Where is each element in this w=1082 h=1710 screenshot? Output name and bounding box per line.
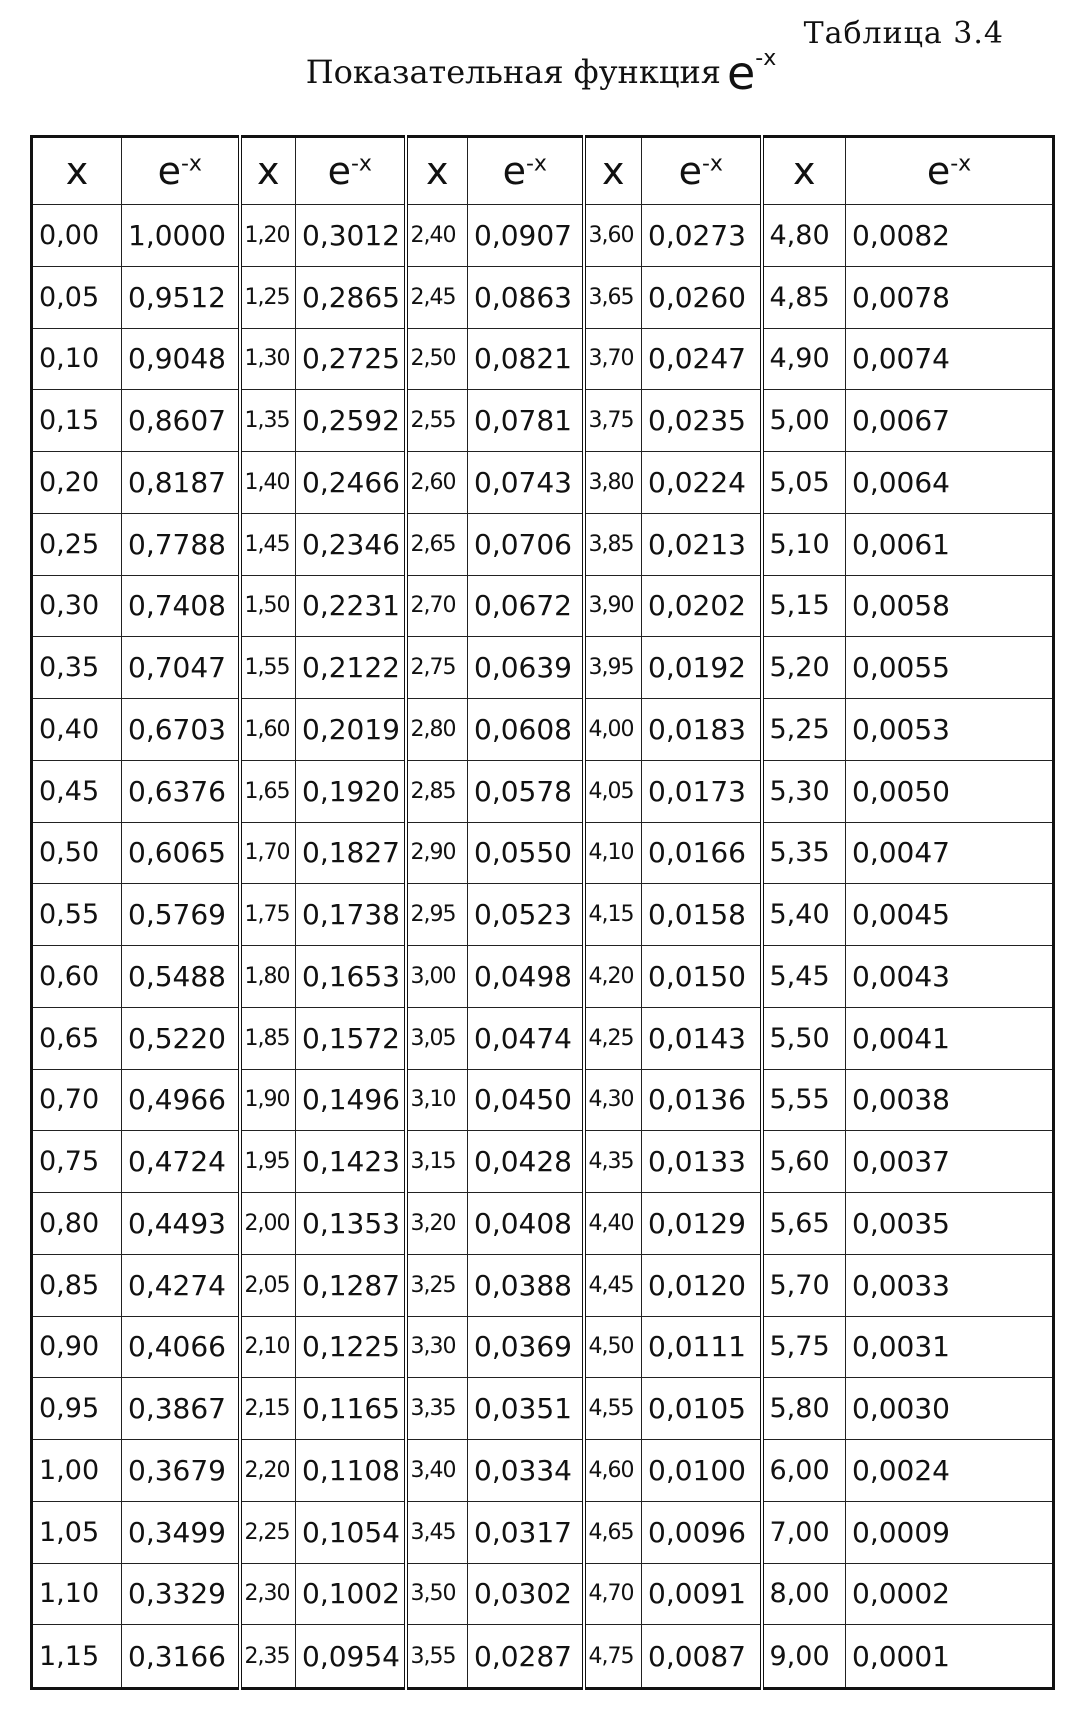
cell-x: 1,95 xyxy=(240,1131,296,1193)
cell-x: 0,05 xyxy=(32,266,122,328)
cell-x: 2,65 xyxy=(406,513,468,575)
cell-x: 3,55 xyxy=(406,1625,468,1689)
cell-exp-value: 0,0105 xyxy=(642,1378,762,1440)
cell-x: 5,00 xyxy=(762,390,846,452)
cell-exp-value: 0,1827 xyxy=(296,822,406,884)
cell-exp-value: 0,0024 xyxy=(846,1440,1054,1502)
cell-exp-value: 0,6065 xyxy=(122,822,240,884)
table-row xyxy=(32,1254,1054,1316)
cell-exp-value: 0,1920 xyxy=(296,760,406,822)
table-row xyxy=(32,390,1054,452)
cell-x: 4,40 xyxy=(584,1193,642,1255)
cell-exp-value: 0,0096 xyxy=(642,1501,762,1563)
cell-x: 3,95 xyxy=(584,637,642,699)
cell-exp-value: 0,5769 xyxy=(122,884,240,946)
title-text: Показательная функция xyxy=(305,53,721,91)
cell-exp-value: 0,0129 xyxy=(642,1193,762,1255)
cell-exp-value: 0,1653 xyxy=(296,946,406,1008)
cell-x: 2,85 xyxy=(406,760,468,822)
cell-x: 0,65 xyxy=(32,1007,122,1069)
cell-x: 4,70 xyxy=(584,1563,642,1625)
cell-x: 3,65 xyxy=(584,266,642,328)
table-row xyxy=(32,328,1054,390)
exponential-function-table xyxy=(30,135,1055,1690)
cell-exp-value: 0,4066 xyxy=(122,1316,240,1378)
cell-x: 4,50 xyxy=(584,1316,642,1378)
cell-x: 2,05 xyxy=(240,1254,296,1316)
cell-x: 2,95 xyxy=(406,884,468,946)
cell-x: 1,45 xyxy=(240,513,296,575)
header-exp-5 xyxy=(846,137,1054,205)
cell-exp-value: 0,1002 xyxy=(296,1563,406,1625)
header-exp-power: -x xyxy=(350,151,372,177)
cell-x: 2,20 xyxy=(240,1440,296,1502)
cell-x: 3,30 xyxy=(406,1316,468,1378)
cell-exp-value: 0,1225 xyxy=(296,1316,406,1378)
table-row xyxy=(32,1501,1054,1563)
cell-x: 5,20 xyxy=(762,637,846,699)
cell-x: 2,45 xyxy=(406,266,468,328)
cell-exp-value: 0,0907 xyxy=(468,205,584,267)
cell-x: 2,40 xyxy=(406,205,468,267)
cell-exp-value: 0,0428 xyxy=(468,1131,584,1193)
cell-x: 4,30 xyxy=(584,1069,642,1131)
cell-x: 4,75 xyxy=(584,1625,642,1689)
table-row xyxy=(32,1625,1054,1689)
cell-exp-value: 0,0450 xyxy=(468,1069,584,1131)
cell-exp-value: 0,0111 xyxy=(642,1316,762,1378)
cell-x: 5,10 xyxy=(762,513,846,575)
cell-exp-value: 0,0050 xyxy=(846,760,1054,822)
cell-exp-value: 0,0082 xyxy=(846,205,1054,267)
table-row xyxy=(32,575,1054,637)
cell-x: 2,10 xyxy=(240,1316,296,1378)
table-row xyxy=(32,822,1054,884)
cell-exp-value: 0,0781 xyxy=(468,390,584,452)
cell-x: 0,20 xyxy=(32,452,122,514)
cell-exp-value: 0,0002 xyxy=(846,1563,1054,1625)
cell-x: 2,90 xyxy=(406,822,468,884)
cell-x: 3,00 xyxy=(406,946,468,1008)
cell-exp-value: 0,1738 xyxy=(296,884,406,946)
page-title xyxy=(0,40,1082,100)
cell-exp-value: 0,4966 xyxy=(122,1069,240,1131)
cell-x: 2,55 xyxy=(406,390,468,452)
cell-x: 4,85 xyxy=(762,266,846,328)
cell-exp-value: 0,0058 xyxy=(846,575,1054,637)
cell-exp-value: 0,0053 xyxy=(846,699,1054,761)
cell-exp-value: 0,0045 xyxy=(846,884,1054,946)
cell-x: 4,80 xyxy=(762,205,846,267)
cell-x: 1,50 xyxy=(240,575,296,637)
header-x-1: x xyxy=(32,137,122,205)
title-symbol: e xyxy=(726,46,756,100)
cell-exp-value: 0,7047 xyxy=(122,637,240,699)
cell-x: 3,35 xyxy=(406,1378,468,1440)
cell-x: 1,05 xyxy=(32,1501,122,1563)
cell-exp-value: 0,2466 xyxy=(296,452,406,514)
cell-exp-value: 0,4724 xyxy=(122,1131,240,1193)
cell-exp-value: 0,1496 xyxy=(296,1069,406,1131)
cell-exp-value: 0,0639 xyxy=(468,637,584,699)
cell-x: 1,65 xyxy=(240,760,296,822)
table-row xyxy=(32,1440,1054,1502)
header-exp-power: -x xyxy=(525,151,547,177)
cell-x: 5,60 xyxy=(762,1131,846,1193)
cell-exp-value: 1,0000 xyxy=(122,205,240,267)
cell-exp-value: 0,0150 xyxy=(642,946,762,1008)
cell-x: 1,55 xyxy=(240,637,296,699)
cell-x: 4,55 xyxy=(584,1378,642,1440)
cell-x: 5,55 xyxy=(762,1069,846,1131)
cell-exp-value: 0,1165 xyxy=(296,1378,406,1440)
table-row xyxy=(32,205,1054,267)
cell-exp-value: 0,0317 xyxy=(468,1501,584,1563)
cell-x: 0,70 xyxy=(32,1069,122,1131)
header-exp-4 xyxy=(642,137,762,205)
cell-exp-value: 0,3329 xyxy=(122,1563,240,1625)
cell-x: 1,20 xyxy=(240,205,296,267)
header-x-2: x xyxy=(240,137,296,205)
cell-x: 2,25 xyxy=(240,1501,296,1563)
cell-exp-value: 0,0166 xyxy=(642,822,762,884)
cell-exp-value: 0,0369 xyxy=(468,1316,584,1378)
cell-x: 5,70 xyxy=(762,1254,846,1316)
cell-x: 0,85 xyxy=(32,1254,122,1316)
cell-x: 5,80 xyxy=(762,1378,846,1440)
cell-exp-value: 0,3166 xyxy=(122,1625,240,1689)
title-exponent: -x xyxy=(755,45,777,71)
cell-x: 0,45 xyxy=(32,760,122,822)
cell-exp-value: 0,0408 xyxy=(468,1193,584,1255)
cell-exp-value: 0,0061 xyxy=(846,513,1054,575)
cell-x: 3,40 xyxy=(406,1440,468,1502)
cell-x: 1,10 xyxy=(32,1563,122,1625)
cell-exp-value: 0,0047 xyxy=(846,822,1054,884)
cell-exp-value: 0,6703 xyxy=(122,699,240,761)
header-exp-base: e xyxy=(678,149,702,193)
header-exp-power: -x xyxy=(701,151,723,177)
cell-x: 3,60 xyxy=(584,205,642,267)
table-row xyxy=(32,699,1054,761)
cell-exp-value: 0,0706 xyxy=(468,513,584,575)
cell-exp-value: 0,3012 xyxy=(296,205,406,267)
cell-x: 1,40 xyxy=(240,452,296,514)
cell-exp-value: 0,0067 xyxy=(846,390,1054,452)
cell-exp-value: 0,5488 xyxy=(122,946,240,1008)
cell-exp-value: 0,0091 xyxy=(642,1563,762,1625)
header-x-4: x xyxy=(584,137,642,205)
header-exp-base: e xyxy=(502,149,526,193)
cell-x: 5,65 xyxy=(762,1193,846,1255)
cell-x: 1,70 xyxy=(240,822,296,884)
cell-x: 1,80 xyxy=(240,946,296,1008)
table-row xyxy=(32,1131,1054,1193)
cell-x: 0,75 xyxy=(32,1131,122,1193)
cell-exp-value: 0,0351 xyxy=(468,1378,584,1440)
cell-x: 4,15 xyxy=(584,884,642,946)
header-exp-base: e xyxy=(926,149,951,193)
cell-exp-value: 0,4274 xyxy=(122,1254,240,1316)
cell-x: 3,80 xyxy=(584,452,642,514)
cell-x: 5,50 xyxy=(762,1007,846,1069)
cell-x: 1,25 xyxy=(240,266,296,328)
cell-exp-value: 0,0202 xyxy=(642,575,762,637)
cell-exp-value: 0,9512 xyxy=(122,266,240,328)
cell-exp-value: 0,0954 xyxy=(296,1625,406,1689)
cell-x: 5,25 xyxy=(762,699,846,761)
cell-x: 0,95 xyxy=(32,1378,122,1440)
cell-exp-value: 0,0133 xyxy=(642,1131,762,1193)
cell-exp-value: 0,0043 xyxy=(846,946,1054,1008)
cell-exp-value: 0,0074 xyxy=(846,328,1054,390)
cell-exp-value: 0,1353 xyxy=(296,1193,406,1255)
cell-exp-value: 0,0821 xyxy=(468,328,584,390)
cell-x: 0,40 xyxy=(32,699,122,761)
cell-exp-value: 0,0038 xyxy=(846,1069,1054,1131)
cell-exp-value: 0,6376 xyxy=(122,760,240,822)
header-exp-2 xyxy=(296,137,406,205)
cell-exp-value: 0,0136 xyxy=(642,1069,762,1131)
cell-exp-value: 0,0287 xyxy=(468,1625,584,1689)
cell-exp-value: 0,0035 xyxy=(846,1193,1054,1255)
cell-exp-value: 0,8607 xyxy=(122,390,240,452)
cell-x: 3,15 xyxy=(406,1131,468,1193)
table-row xyxy=(32,1316,1054,1378)
table-row xyxy=(32,452,1054,514)
cell-exp-value: 0,0183 xyxy=(642,699,762,761)
table-row xyxy=(32,1007,1054,1069)
cell-exp-value: 0,0863 xyxy=(468,266,584,328)
cell-exp-value: 0,0523 xyxy=(468,884,584,946)
cell-exp-value: 0,0334 xyxy=(468,1440,584,1502)
cell-exp-value: 0,2019 xyxy=(296,699,406,761)
cell-exp-value: 0,0260 xyxy=(642,266,762,328)
table-row xyxy=(32,1378,1054,1440)
cell-exp-value: 0,3867 xyxy=(122,1378,240,1440)
cell-x: 4,65 xyxy=(584,1501,642,1563)
exponential-table-container xyxy=(30,135,1052,1690)
cell-x: 4,60 xyxy=(584,1440,642,1502)
cell-x: 3,85 xyxy=(584,513,642,575)
cell-exp-value: 0,0037 xyxy=(846,1131,1054,1193)
cell-x: 0,35 xyxy=(32,637,122,699)
header-exp-base: e xyxy=(327,149,351,193)
cell-exp-value: 0,1423 xyxy=(296,1131,406,1193)
cell-exp-value: 0,1287 xyxy=(296,1254,406,1316)
cell-x: 1,35 xyxy=(240,390,296,452)
cell-x: 0,60 xyxy=(32,946,122,1008)
table-caption: Таблица 3.4 xyxy=(803,16,1004,51)
header-x-3: x xyxy=(406,137,468,205)
cell-x: 5,40 xyxy=(762,884,846,946)
table-row xyxy=(32,1069,1054,1131)
cell-x: 5,05 xyxy=(762,452,846,514)
cell-exp-value: 0,0608 xyxy=(468,699,584,761)
cell-x: 4,45 xyxy=(584,1254,642,1316)
cell-x: 0,30 xyxy=(32,575,122,637)
header-exp-power: -x xyxy=(950,151,972,177)
cell-exp-value: 0,0041 xyxy=(846,1007,1054,1069)
cell-exp-value: 0,8187 xyxy=(122,452,240,514)
cell-exp-value: 0,2231 xyxy=(296,575,406,637)
cell-exp-value: 0,2122 xyxy=(296,637,406,699)
cell-x: 0,25 xyxy=(32,513,122,575)
cell-x: 2,75 xyxy=(406,637,468,699)
cell-x: 8,00 xyxy=(762,1563,846,1625)
cell-x: 4,05 xyxy=(584,760,642,822)
cell-exp-value: 0,0273 xyxy=(642,205,762,267)
cell-x: 4,20 xyxy=(584,946,642,1008)
cell-x: 2,00 xyxy=(240,1193,296,1255)
cell-exp-value: 0,0224 xyxy=(642,452,762,514)
cell-x: 2,50 xyxy=(406,328,468,390)
cell-x: 1,90 xyxy=(240,1069,296,1131)
cell-x: 3,20 xyxy=(406,1193,468,1255)
cell-exp-value: 0,9048 xyxy=(122,328,240,390)
cell-exp-value: 0,0009 xyxy=(846,1501,1054,1563)
table-row xyxy=(32,760,1054,822)
cell-exp-value: 0,1108 xyxy=(296,1440,406,1502)
cell-x: 5,15 xyxy=(762,575,846,637)
cell-exp-value: 0,0087 xyxy=(642,1625,762,1689)
cell-x: 4,35 xyxy=(584,1131,642,1193)
cell-exp-value: 0,2346 xyxy=(296,513,406,575)
header-exp-3 xyxy=(468,137,584,205)
cell-x: 2,15 xyxy=(240,1378,296,1440)
cell-x: 3,50 xyxy=(406,1563,468,1625)
cell-exp-value: 0,0031 xyxy=(846,1316,1054,1378)
cell-x: 3,25 xyxy=(406,1254,468,1316)
cell-x: 2,80 xyxy=(406,699,468,761)
cell-x: 2,30 xyxy=(240,1563,296,1625)
header-x-5: x xyxy=(762,137,846,205)
cell-x: 3,75 xyxy=(584,390,642,452)
table-row xyxy=(32,946,1054,1008)
cell-exp-value: 0,0158 xyxy=(642,884,762,946)
cell-exp-value: 0,0302 xyxy=(468,1563,584,1625)
cell-x: 1,30 xyxy=(240,328,296,390)
cell-exp-value: 0,0743 xyxy=(468,452,584,514)
cell-x: 4,90 xyxy=(762,328,846,390)
table-row xyxy=(32,1193,1054,1255)
cell-exp-value: 0,3679 xyxy=(122,1440,240,1502)
cell-exp-value: 0,0064 xyxy=(846,452,1054,514)
cell-exp-value: 0,2865 xyxy=(296,266,406,328)
cell-x: 3,10 xyxy=(406,1069,468,1131)
cell-x: 6,00 xyxy=(762,1440,846,1502)
cell-exp-value: 0,0033 xyxy=(846,1254,1054,1316)
cell-exp-value: 0,0001 xyxy=(846,1625,1054,1689)
cell-x: 3,70 xyxy=(584,328,642,390)
cell-exp-value: 0,5220 xyxy=(122,1007,240,1069)
cell-exp-value: 0,0078 xyxy=(846,266,1054,328)
table-row xyxy=(32,637,1054,699)
cell-exp-value: 0,1572 xyxy=(296,1007,406,1069)
cell-x: 3,90 xyxy=(584,575,642,637)
table-row xyxy=(32,1563,1054,1625)
cell-exp-value: 0,0498 xyxy=(468,946,584,1008)
cell-exp-value: 0,3499 xyxy=(122,1501,240,1563)
cell-x: 3,45 xyxy=(406,1501,468,1563)
cell-exp-value: 0,7408 xyxy=(122,575,240,637)
cell-exp-value: 0,0120 xyxy=(642,1254,762,1316)
header-exp-1 xyxy=(122,137,240,205)
cell-exp-value: 0,0578 xyxy=(468,760,584,822)
cell-x: 3,05 xyxy=(406,1007,468,1069)
cell-exp-value: 0,0173 xyxy=(642,760,762,822)
cell-x: 1,60 xyxy=(240,699,296,761)
cell-x: 2,60 xyxy=(406,452,468,514)
cell-x: 4,00 xyxy=(584,699,642,761)
title-function xyxy=(727,46,776,100)
cell-exp-value: 0,0247 xyxy=(642,328,762,390)
cell-exp-value: 0,7788 xyxy=(122,513,240,575)
table-row xyxy=(32,266,1054,328)
cell-exp-value: 0,0055 xyxy=(846,637,1054,699)
cell-exp-value: 0,0030 xyxy=(846,1378,1054,1440)
cell-exp-value: 0,0192 xyxy=(642,637,762,699)
cell-exp-value: 0,2725 xyxy=(296,328,406,390)
cell-x: 7,00 xyxy=(762,1501,846,1563)
cell-x: 1,15 xyxy=(32,1625,122,1689)
cell-exp-value: 0,0143 xyxy=(642,1007,762,1069)
cell-x: 0,15 xyxy=(32,390,122,452)
cell-exp-value: 0,2592 xyxy=(296,390,406,452)
cell-x: 2,70 xyxy=(406,575,468,637)
cell-x: 5,30 xyxy=(762,760,846,822)
cell-exp-value: 0,0213 xyxy=(642,513,762,575)
cell-x: 0,55 xyxy=(32,884,122,946)
cell-x: 2,35 xyxy=(240,1625,296,1689)
header-exp-base: e xyxy=(157,149,181,193)
cell-x: 0,00 xyxy=(32,205,122,267)
cell-exp-value: 0,0550 xyxy=(468,822,584,884)
cell-exp-value: 0,0474 xyxy=(468,1007,584,1069)
cell-x: 0,50 xyxy=(32,822,122,884)
cell-x: 1,00 xyxy=(32,1440,122,1502)
header-row xyxy=(32,137,1054,205)
cell-x: 5,75 xyxy=(762,1316,846,1378)
cell-exp-value: 0,0235 xyxy=(642,390,762,452)
table-row xyxy=(32,884,1054,946)
cell-x: 4,25 xyxy=(584,1007,642,1069)
table-body xyxy=(32,205,1054,1689)
cell-x: 1,75 xyxy=(240,884,296,946)
cell-x: 5,35 xyxy=(762,822,846,884)
cell-x: 5,45 xyxy=(762,946,846,1008)
cell-exp-value: 0,0672 xyxy=(468,575,584,637)
cell-x: 0,80 xyxy=(32,1193,122,1255)
header-exp-power: -x xyxy=(180,151,202,177)
cell-exp-value: 0,0388 xyxy=(468,1254,584,1316)
cell-exp-value: 0,4493 xyxy=(122,1193,240,1255)
table-row xyxy=(32,513,1054,575)
cell-exp-value: 0,0100 xyxy=(642,1440,762,1502)
cell-x: 0,10 xyxy=(32,328,122,390)
cell-x: 0,90 xyxy=(32,1316,122,1378)
cell-x: 1,85 xyxy=(240,1007,296,1069)
cell-x: 4,10 xyxy=(584,822,642,884)
cell-x: 9,00 xyxy=(762,1625,846,1689)
cell-exp-value: 0,1054 xyxy=(296,1501,406,1563)
